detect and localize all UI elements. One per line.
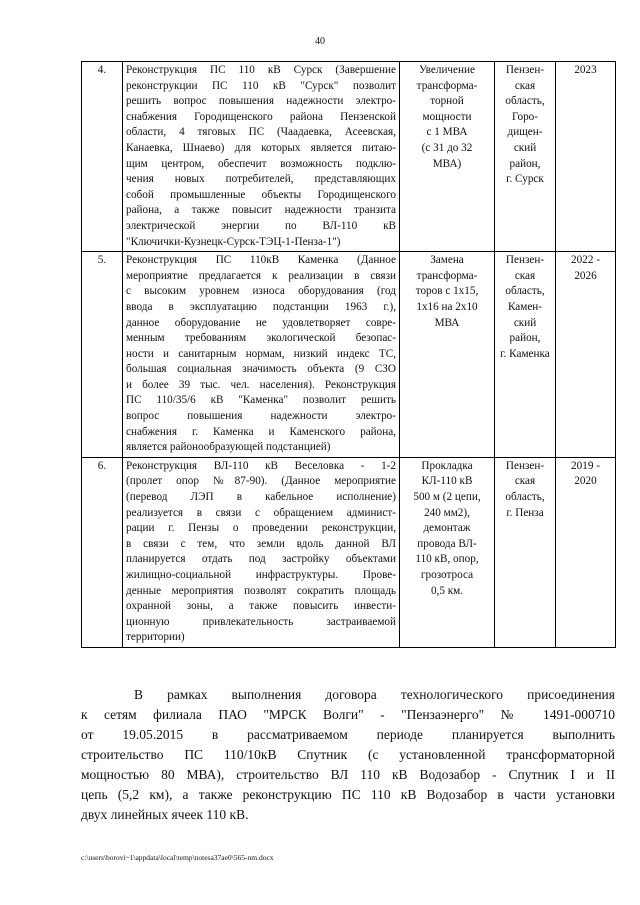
cell-line: трансформа-	[416, 79, 478, 92]
cell-line: г. Каменка	[500, 347, 550, 360]
page-number: 40	[315, 36, 325, 47]
project-years	[556, 62, 616, 252]
paragraph-line: двух линейных ячеек 110 кВ.	[81, 807, 249, 822]
table-row	[82, 62, 616, 252]
cell-line: трансформа-	[416, 269, 478, 282]
row-number-text: 4.	[97, 64, 107, 76]
cell-line: мощности	[422, 110, 472, 123]
project-parameters	[400, 252, 495, 458]
body-paragraph	[81, 685, 615, 825]
row-number-text: 5.	[97, 254, 107, 267]
row-number	[82, 252, 123, 458]
cell-line: района, а также повысит надежности транзита	[126, 204, 396, 217]
cell-line: 2019 -	[571, 459, 600, 472]
cell-line: охранной зоны, а также повысить инвести-	[126, 600, 396, 613]
cell-line: ности и санитарным нормам, низкий индекс ТС,	[126, 347, 396, 360]
cell-line: 2020	[574, 475, 597, 488]
cell-line: 1х16 на 2х10	[416, 300, 478, 313]
table-row	[82, 457, 616, 647]
paragraph-line: к сетям филиала ПАО "МРСК Волги" - "Пензаэнерго" № 1491-000710	[81, 707, 615, 722]
cell-line: денные мероприятия позволят сократить площадь	[126, 584, 396, 597]
cell-line: мероприятие предлагается к реализации в связи	[126, 269, 396, 282]
cell-line: Канаевка, Шнаево) для которых является питаю-	[126, 141, 396, 154]
cell-line: снабжения г. Каменка и Каменского района,	[126, 425, 396, 438]
project-years	[556, 457, 616, 647]
cell-line: территории)	[126, 631, 185, 644]
cell-line: торов с 1х15,	[415, 285, 479, 298]
cell-line: планируется отдать под застройку объектами	[126, 553, 396, 566]
cell-line: Пензен-	[505, 64, 545, 76]
cell-line: рации г. Пензы о проведении реконструкции,	[126, 522, 396, 535]
cell-line: в связи с тем, что земли вдоль данной ВЛ	[126, 537, 396, 550]
cell-line: "Ключички-Кузнецк-Сурск-ТЭЦ-1-Пенза-1")	[126, 235, 341, 248]
cell-line: решить вопрос повышения надежности электро-	[126, 95, 396, 108]
cell-line: 2023	[574, 64, 597, 76]
cell-line: ская	[514, 269, 536, 282]
cell-line: реализуется в связи с обращением админист-	[126, 506, 396, 519]
cell-line: 2022 -	[571, 254, 600, 267]
project-years	[556, 252, 616, 458]
cell-line: провода ВЛ-	[417, 537, 477, 550]
cell-line: Реконструкция ПС 110 кВ Сурск (Завершение	[126, 64, 396, 76]
cell-line: область,	[505, 285, 545, 298]
project-location	[495, 62, 556, 252]
cell-line: 110 кВ, опор,	[415, 553, 479, 566]
cell-line: МВА	[434, 316, 460, 329]
cell-line: 0,5 км.	[430, 584, 464, 597]
paragraph-line: мощностью 80 МВА), строительство ВЛ 110 кВ Водозабор - Спутник I и II	[81, 767, 615, 782]
projects-table	[81, 61, 616, 648]
cell-line: ский	[513, 141, 537, 154]
cell-line: дищен-	[507, 126, 543, 139]
cell-line: Пензен-	[505, 459, 545, 472]
project-description	[123, 252, 400, 458]
cell-line: ская	[514, 475, 536, 488]
footer-file-path: c:\users\borovi~1\appdata\local\temp\notesa37ae0\565-nm.docx	[81, 853, 274, 862]
cell-line: Реконструкция ПС 110кВ Каменка (Данное	[126, 254, 396, 267]
cell-line: (с 31 до 32	[421, 141, 473, 154]
project-parameters	[400, 457, 495, 647]
cell-line: собой промышленные объекты Городищенского	[126, 188, 396, 201]
cell-line: МВА)	[432, 157, 462, 170]
cell-line: ционную привлекательность застраиваемой	[126, 615, 396, 628]
cell-line: область,	[505, 95, 545, 108]
cell-line: г. Пенза	[506, 506, 544, 519]
cell-line: г. Сурск	[506, 173, 544, 186]
cell-line: электрической энергии по ВЛ-110 кВ	[126, 219, 396, 232]
cell-line: демонтаж	[423, 522, 471, 535]
cell-line: КЛ-110 кВ	[421, 475, 473, 488]
cell-line: снабжения Городищенского района Пензенской	[126, 110, 396, 123]
cell-line: ввода в эксплуатацию подстанции 1963 г.),	[126, 300, 396, 313]
cell-line: 500 м (2 цепи,	[413, 491, 481, 504]
cell-line: чения новых потребителей, представляющих	[126, 173, 396, 186]
cell-line: 240 мм2),	[424, 506, 470, 519]
cell-line: Увеличение	[419, 64, 475, 76]
project-location	[495, 252, 556, 458]
cell-line: Камен-	[507, 300, 543, 313]
row-number	[82, 457, 123, 647]
project-description	[123, 62, 400, 252]
cell-line: район,	[509, 157, 541, 170]
cell-line: грозотроса	[420, 569, 474, 581]
row-number	[82, 62, 123, 252]
paragraph-line: от 19.05.2015 в рассматриваемом периоде планируется выполнить	[81, 727, 615, 742]
paragraph-line: В рамках выполнения договора технологического присоединения	[134, 687, 615, 702]
cell-line: (перевод ЛЭП в кабельное исполнение)	[126, 491, 396, 504]
row-number-text: 6.	[97, 459, 107, 472]
cell-line: ПС 110/35/6 кВ "Каменка" позволит решить	[126, 394, 396, 407]
cell-line: щим центром, обеспечит возможность подклю-	[126, 157, 396, 170]
cell-line: является районообразующей подстанцией)	[126, 441, 331, 454]
cell-line: с 1 МВА	[426, 126, 468, 139]
cell-line: ская	[514, 79, 536, 92]
projects-table-body	[82, 62, 616, 648]
cell-line: торной	[430, 95, 464, 108]
cell-line: область,	[505, 491, 545, 504]
cell-line: области, 4 тяговых ПС (Чаадаевка, Асеевская,	[126, 126, 396, 139]
project-description	[123, 457, 400, 647]
cell-line: большая социальная значимость объекта (9 СЗО	[126, 363, 396, 376]
cell-line: вопрос повышения надежности электро-	[126, 410, 396, 423]
cell-line: Горо-	[512, 110, 538, 123]
cell-line: реконструкции ПС 110 кВ "Сурск" позволит	[126, 79, 396, 92]
paragraph-line: цепь (5,2 км), а также реконструкцию ПС 110 кВ Водозабор в части установки	[81, 787, 615, 802]
cell-line: 2026	[574, 269, 597, 282]
project-location	[495, 457, 556, 647]
cell-line: данное оборудование не удовлетворяет совре-	[126, 316, 396, 329]
cell-line: ский	[513, 316, 537, 329]
table-row	[82, 252, 616, 458]
cell-line: менным требованиям экологической безопас-	[126, 332, 396, 345]
cell-line: район,	[509, 332, 541, 345]
cell-line: (пролет опор №87-90). (Данное мероприятие	[126, 475, 396, 488]
cell-line: жилищно-социальной инфраструктуры. Прове-	[126, 569, 396, 581]
cell-line: Пензен-	[505, 254, 545, 267]
cell-line: и более 39 тыс. чел. населения). Реконструкция	[126, 378, 396, 391]
cell-line: Реконструкция ВЛ-110 кВ Веселовка - 1-2	[126, 459, 396, 472]
cell-line: Замена	[430, 254, 464, 267]
cell-line: Прокладка	[421, 459, 473, 472]
cell-line: с высоким уровнем износа оборудования (год	[126, 285, 396, 298]
project-parameters	[400, 62, 495, 252]
paragraph-line: строительство ПС 110/10кВ Спутник (с установленной трансформаторной	[81, 747, 615, 762]
